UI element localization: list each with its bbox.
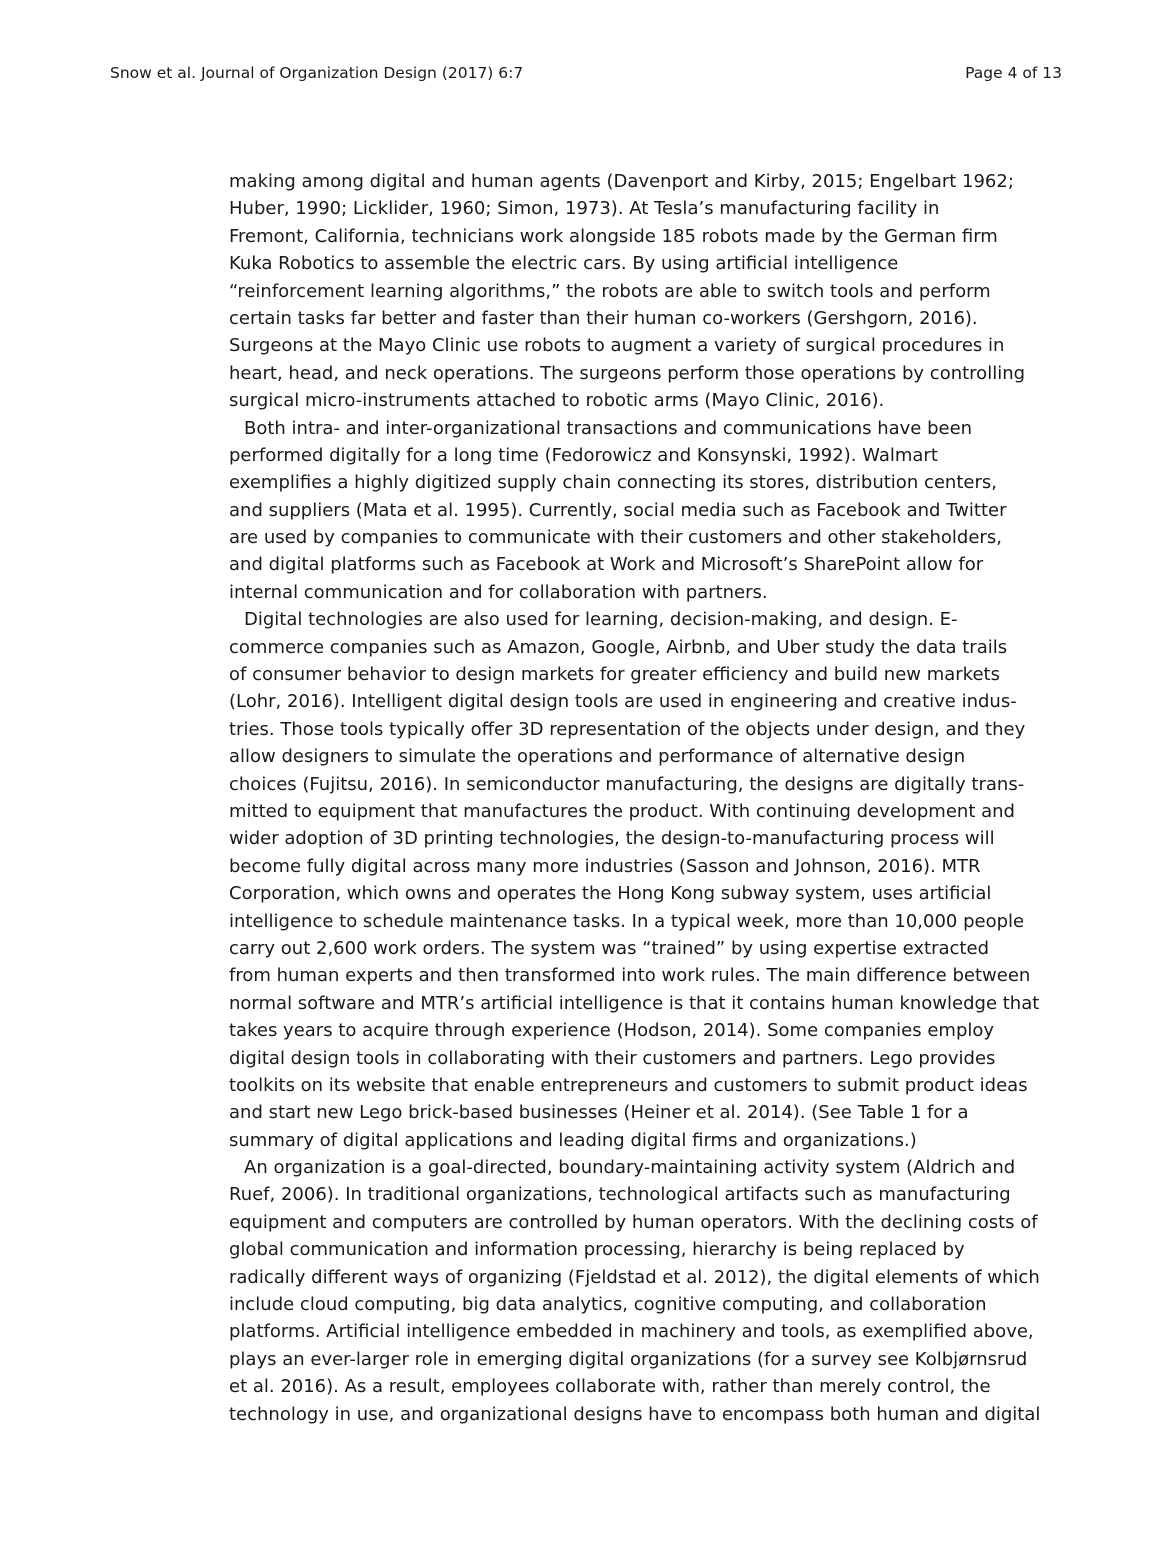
text-line: Kuka Robotics to assemble the electric cars. By using artificial intelligence — [229, 253, 899, 275]
text-line: toolkits on its website that enable entrepreneurs and customers to submit product ideas — [229, 1074, 1028, 1096]
text-line: Surgeons at the Mayo Clinic use robots to augment a variety of surgical procedures in — [229, 335, 1005, 357]
text-line: certain tasks far better and faster than their human co-workers (Gershgorn, 2016). — [229, 307, 978, 329]
text-line: Fremont, California, technicians work alongside 185 robots made by the German firm — [229, 225, 998, 247]
text-line: internal communication and for collaboration with partners. — [229, 581, 768, 603]
text-line: heart, head, and neck operations. The surgeons perform those operations by controlling — [229, 362, 1026, 384]
text-line: Ruef, 2006). In traditional organizations, technological artifacts such as manufacturing — [229, 1184, 1011, 1206]
text-line: carry out 2,600 work orders. The system was “trained” by using expertise extracted — [229, 937, 989, 959]
text-line: performed digitally for a long time (Fedorowicz and Konsynski, 1992). Walmart — [229, 444, 938, 466]
text-line: Huber, 1990; Licklider, 1960; Simon, 1973). At Tesla’s manufacturing facility in — [229, 198, 940, 220]
running-header — [110, 62, 1062, 84]
text-line: “reinforcement learning algorithms,” the robots are able to switch tools and perform — [229, 280, 991, 302]
text-line: choices (Fujitsu, 2016). In semiconductor manufacturing, the designs are digitally trans- — [229, 773, 1025, 795]
paragraph-start-line: Both intra- and inter-organizational transactions and communications have been — [244, 417, 973, 439]
text-line: and digital platforms such as Facebook at Work and Microsoft’s SharePoint allow for — [229, 554, 984, 576]
text-line: technology in use, and organizational designs have to encompass both human and digital — [229, 1403, 1041, 1425]
text-line: platforms. Artificial intelligence embedded in machinery and tools, as exemplified above, — [229, 1321, 1034, 1343]
text-line: mitted to equipment that manufactures the product. With continuing development and — [229, 800, 1015, 822]
text-line: normal software and MTR’s artificial intelligence is that it contains human knowledge that — [229, 992, 1040, 1014]
paragraph-start-line: An organization is a goal-directed, boundary-maintaining activity system (Aldrich and — [244, 1157, 1016, 1179]
text-line: equipment and computers are controlled by human operators. With the declining costs of — [229, 1211, 1038, 1233]
text-line: and suppliers (Mata et al. 1995). Currently, social media such as Facebook and Twitter — [229, 499, 1007, 521]
text-line: tries. Those tools typically offer 3D representation of the objects under design, and they — [229, 718, 1026, 740]
text-line: of consumer behavior to design markets for greater efficiency and build new markets — [229, 664, 1000, 686]
text-line: include cloud computing, big data analytics, cognitive computing, and collaboration — [229, 1294, 987, 1316]
text-line: are used by companies to communicate with their customers and other stakeholders, — [229, 527, 1002, 549]
paragraph-start-line: Digital technologies are also used for learning, decision-making, and design. E- — [244, 609, 958, 631]
text-line: from human experts and then transformed into work rules. The main difference between — [229, 965, 1031, 987]
text-line: global communication and information processing, hierarchy is being replaced by — [229, 1239, 965, 1261]
text-line: et al. 2016). As a result, employees collaborate with, rather than merely control, the — [229, 1376, 991, 1398]
text-line: making among digital and human agents (Davenport and Kirby, 2015; Engelbart 1962; — [229, 171, 1014, 192]
text-line: commerce companies such as Amazon, Google, Airbnb, and Uber study the data trails — [229, 636, 1008, 658]
text-line: exemplifies a highly digitized supply chain connecting its stores, distribution centers, — [229, 472, 997, 494]
text-line: become fully digital across many more industries (Sasson and Johnson, 2016). MTR — [229, 855, 981, 877]
text-line: allow designers to simulate the operations and performance of alternative design — [229, 746, 966, 768]
text-line: summary of digital applications and leading digital firms and organizations.) — [229, 1129, 917, 1151]
text-line: radically different ways of organizing (Fjeldstad et al. 2012), the digital elements of which — [229, 1266, 1040, 1288]
text-line: Corporation, which owns and operates the Hong Kong subway system, uses artificial — [229, 883, 992, 905]
text-line: intelligence to schedule maintenance tasks. In a typical week, more than 10,000 people — [229, 910, 1025, 932]
text-line: and start new Lego brick-based businesses (Heiner et al. 2014). (See Table 1 for a — [229, 1102, 969, 1124]
text-line: surgical micro-instruments attached to robotic arms (Mayo Clinic, 2016). — [229, 390, 885, 412]
text-line: digital design tools in collaborating with their customers and partners. Lego provides — [229, 1047, 996, 1069]
journal-citation: Snow et al. Journal of Organization Design (2017) 6:7 — [110, 64, 524, 82]
page-number: Page 4 of 13 — [965, 64, 1062, 82]
text-line: takes years to acquire through experience (Hodson, 2014). Some companies employ — [229, 1020, 995, 1042]
article-body — [229, 168, 1099, 1428]
text-line: wider adoption of 3D printing technologies, the design-to-manufacturing process will — [229, 828, 995, 850]
text-line: plays an ever-larger role in emerging digital organizations (for a survey see Kolbjørnsrud — [229, 1348, 1028, 1370]
text-line: (Lohr, 2016). Intelligent digital design tools are used in engineering and creative indus- — [229, 691, 1017, 713]
